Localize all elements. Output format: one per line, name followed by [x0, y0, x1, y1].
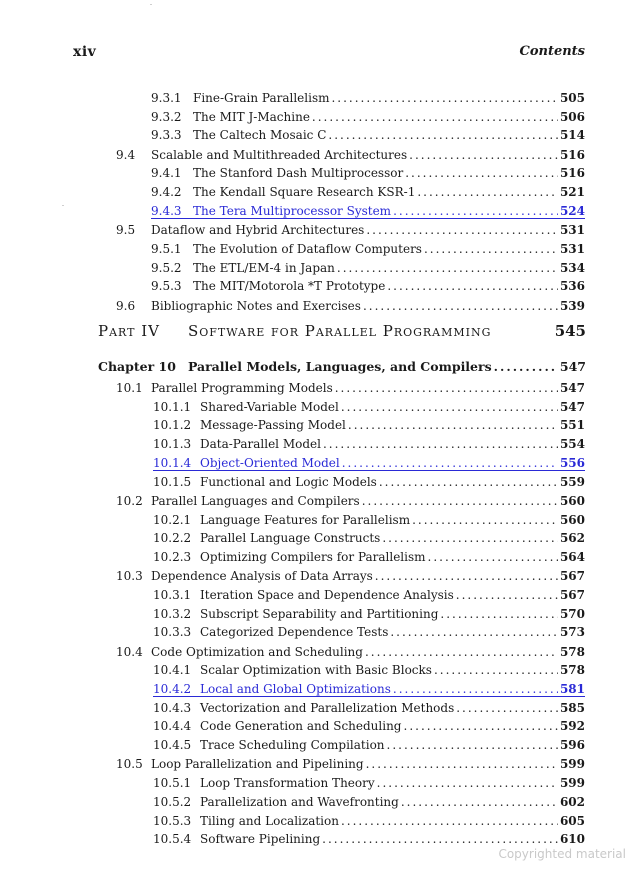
leader-dots [387, 277, 558, 295]
section-number: 10.5.3 [153, 813, 192, 828]
leader-dots [322, 830, 558, 848]
toc-entry [116, 643, 585, 661]
toc-entry [116, 379, 585, 397]
leader-dots [312, 108, 558, 126]
toc-entry [153, 623, 585, 641]
section-title: Trace Scheduling Compilation [200, 738, 385, 753]
part-heading [98, 322, 586, 346]
section-title: Parallel Programming Models [151, 381, 333, 395]
section-number: 10.5.1 [153, 776, 192, 791]
section-number: 10.2.2 [153, 531, 192, 546]
toc-link-entry[interactable] [153, 454, 585, 472]
section-title: The Caltech Mosaic C [193, 128, 327, 143]
toc-entry [153, 586, 585, 604]
toc-entry [153, 416, 585, 434]
leader-dots [377, 774, 558, 792]
section-number: 9.6 [116, 298, 136, 313]
toc-entry [153, 529, 585, 547]
section-number: 9.5.1 [151, 241, 182, 256]
leader-dots [331, 89, 557, 107]
section-title: Code Generation and Scheduling [200, 719, 402, 734]
toc-entry [151, 108, 585, 126]
section-page-number: 578 [559, 663, 585, 678]
section-title: The MIT J-Machine [193, 109, 310, 124]
section-title: Data-Parallel Model [200, 437, 321, 452]
watermark: Copyrighted material [498, 847, 626, 861]
section-page-number: 516 [559, 147, 585, 162]
part-title: Software for Parallel Programming [188, 322, 492, 340]
section-title: Local and Global Optimizations [200, 682, 391, 696]
toc-link-entry[interactable] [151, 202, 585, 220]
toc-link-entry[interactable] [153, 680, 585, 698]
toc-entry [151, 240, 585, 258]
toc-entry [151, 89, 585, 107]
section-title: The Tera Multiprocessor System [193, 203, 392, 218]
section-title: Object-Oriented Model [200, 455, 340, 470]
leader-dots [382, 529, 558, 547]
section-title: Dependence Analysis of Data Arrays [151, 569, 373, 584]
leader-dots [366, 221, 558, 239]
section-title: Parallelization and Wavefronting [200, 794, 399, 809]
toc-entry [153, 398, 585, 416]
leader-dots [342, 454, 558, 472]
leader-dots [323, 435, 558, 453]
section-title: Shared-Variable Model [200, 399, 339, 414]
section-number: 10.5 [116, 757, 143, 772]
section-number: 10.1.3 [153, 437, 192, 452]
section-title: Message-Passing Model [200, 418, 346, 433]
section-number: 9.5.3 [151, 279, 182, 294]
toc-entry [151, 277, 585, 295]
section-number: 10.1 [116, 381, 143, 395]
section-page-number: 524 [559, 203, 585, 218]
leader-dots [348, 416, 558, 434]
section-page-number: 585 [559, 700, 585, 715]
leader-dots [417, 183, 558, 201]
leader-dots [337, 259, 558, 277]
leader-dots [428, 548, 558, 566]
toc-entry [116, 492, 585, 510]
toc-entry [151, 164, 585, 182]
section-page-number: 564 [559, 549, 585, 564]
section-page-number: 602 [559, 794, 585, 809]
section-number: 9.4.3 [151, 203, 182, 218]
section-page-number: 556 [559, 455, 585, 470]
leader-dots [393, 680, 558, 698]
toc-entry [153, 793, 585, 811]
section-page-number: 531 [559, 223, 585, 238]
part-page-number: 545 [554, 322, 586, 340]
toc-entry [116, 221, 585, 239]
leader-dots [409, 146, 558, 164]
section-number: 9.4.2 [151, 185, 182, 200]
section-number: 9.3.2 [151, 109, 182, 124]
section-number: 9.4.1 [151, 166, 182, 181]
leader-dots [387, 736, 558, 754]
page-number-label: xiv [73, 44, 97, 60]
leader-dots [405, 164, 558, 182]
section-page-number: 599 [559, 757, 585, 772]
section-title: Functional and Logic Models [200, 474, 377, 489]
section-number: 10.2.1 [153, 512, 192, 527]
section-page-number: 578 [559, 644, 585, 659]
section-page-number: 605 [559, 813, 585, 828]
section-page-number: 562 [559, 531, 585, 546]
section-title: Scalar Optimization with Basic Blocks [200, 663, 432, 678]
section-page-number: 505 [559, 91, 585, 105]
section-page-number: 559 [559, 474, 585, 489]
section-title: The MIT/Motorola *T Prototype [193, 279, 386, 294]
section-page-number: 506 [559, 109, 585, 124]
section-number: 10.4.3 [153, 700, 192, 715]
section-title: Subscript Separability and Partitioning [200, 606, 439, 621]
leader-dots [412, 511, 558, 529]
section-page-number: 573 [559, 625, 585, 640]
section-page-number: 610 [559, 832, 585, 847]
section-number: 10.3.2 [153, 606, 192, 621]
section-number: 10.3.1 [153, 587, 192, 602]
section-title: Categorized Dependence Tests [200, 625, 389, 640]
section-title: Optimizing Compilers for Parallelism [200, 549, 426, 564]
scan-speck [62, 205, 64, 206]
leader-dots [456, 699, 558, 717]
leader-dots [363, 297, 558, 315]
leader-dots [434, 661, 558, 679]
chapter-page-number: 547 [559, 359, 586, 374]
toc-entry [153, 736, 585, 754]
leader-dots [379, 473, 558, 491]
page-header [73, 44, 585, 66]
part-label: Part IV [98, 322, 160, 340]
toc-entry [116, 755, 585, 773]
section-number: 10.2 [116, 493, 143, 508]
section-page-number: 554 [559, 437, 585, 452]
toc-entry [153, 699, 585, 717]
toc-entry [153, 812, 585, 830]
toc-entry [116, 146, 585, 164]
section-title: Code Optimization and Scheduling [151, 644, 363, 659]
toc-entry [116, 567, 585, 585]
section-page-number: 567 [559, 587, 585, 602]
section-number: 10.4.5 [153, 738, 192, 753]
leader-dots [401, 793, 558, 811]
section-number: 10.4.2 [153, 682, 192, 696]
section-page-number: 536 [559, 279, 585, 294]
section-number: 10.2.3 [153, 549, 192, 564]
section-number: 10.5.2 [153, 794, 192, 809]
section-page-number: 567 [559, 569, 585, 584]
leader-dots [328, 126, 558, 144]
leader-dots [362, 492, 558, 510]
section-page-number: 560 [559, 493, 585, 508]
section-title: Scalable and Multithreaded Architectures [151, 147, 408, 162]
toc-entry [153, 511, 585, 529]
section-title: The Evolution of Dataflow Computers [193, 241, 422, 256]
section-title: Bibliographic Notes and Exercises [151, 298, 361, 313]
section-title: Vectorization and Parallelization Methods [200, 700, 455, 715]
section-title: Iteration Space and Dependence Analysis [200, 587, 454, 602]
section-page-number: 592 [559, 719, 585, 734]
toc-entry [151, 183, 585, 201]
leader-dots [456, 586, 558, 604]
section-title: Software Pipelining [200, 832, 321, 847]
section-page-number: 539 [559, 298, 585, 313]
leader-dots [375, 567, 558, 585]
section-page-number: 516 [559, 166, 585, 181]
section-number: 10.1.2 [153, 418, 192, 433]
toc-entry [153, 435, 585, 453]
section-number: 10.3 [116, 569, 143, 584]
section-number: 10.4 [116, 644, 143, 659]
chapter-label: Chapter 10 [98, 359, 176, 374]
section-title: The Stanford Dash Multiprocessor [193, 166, 404, 181]
section-title: The Kendall Square Research KSR-1 [193, 185, 416, 200]
section-page-number: 560 [559, 512, 585, 527]
section-number: 9.5 [116, 223, 136, 238]
toc-entry [153, 774, 585, 792]
section-number: 9.5.2 [151, 260, 182, 275]
section-page-number: 547 [559, 381, 585, 395]
section-number: 10.5.4 [153, 832, 192, 847]
section-number: 9.4 [116, 147, 136, 162]
leader-dots [424, 240, 558, 258]
toc-entry [116, 297, 585, 315]
toc-entry [151, 126, 585, 144]
section-number: 9.3.1 [151, 91, 182, 105]
section-number: 10.3.3 [153, 625, 192, 640]
toc-entry [153, 661, 585, 679]
section-title: Tiling and Localization [200, 813, 339, 828]
section-number: 10.4.1 [153, 663, 192, 678]
section-page-number: 547 [559, 399, 585, 414]
section-page-number: 599 [559, 776, 585, 791]
leader-dots [494, 358, 558, 376]
section-title: Parallel Language Constructs [200, 531, 381, 546]
section-number: 10.1.5 [153, 474, 192, 489]
section-page-number: 570 [559, 606, 585, 621]
section-title: Parallel Languages and Compilers [151, 493, 360, 508]
section-page-number: 521 [559, 185, 585, 200]
leader-dots [440, 605, 558, 623]
section-title: Loop Transformation Theory [200, 776, 375, 791]
leader-dots [335, 379, 558, 397]
section-page-number: 531 [559, 241, 585, 256]
chapter-title: Parallel Models, Languages, and Compilers [187, 359, 492, 374]
leader-dots [341, 398, 558, 416]
section-title: Loop Parallelization and Pipelining [151, 757, 364, 772]
section-title: The ETL/EM-4 in Japan [193, 260, 335, 275]
section-page-number: 551 [559, 418, 585, 433]
toc-entry [153, 605, 585, 623]
leader-dots [341, 812, 558, 830]
leader-dots [366, 755, 558, 773]
section-title: Fine-Grain Parallelism [193, 91, 330, 105]
section-page-number: 534 [559, 260, 585, 275]
section-number: 10.4.4 [153, 719, 192, 734]
section-page-number: 581 [559, 682, 585, 696]
section-title: Dataflow and Hybrid Architectures [151, 223, 365, 238]
toc-entry [151, 259, 585, 277]
toc-entry [153, 548, 585, 566]
section-number: 9.3.3 [151, 128, 182, 143]
leader-dots [404, 717, 558, 735]
section-title: Language Features for Parallelism [200, 512, 411, 527]
section-number: 10.1.1 [153, 399, 192, 414]
leader-dots [393, 202, 558, 220]
toc-entry [153, 717, 585, 735]
section-page-number: 596 [559, 738, 585, 753]
toc-entry [153, 473, 585, 491]
running-title: Contents [519, 44, 585, 59]
section-page-number: 514 [559, 128, 585, 143]
scan-speck [150, 4, 152, 5]
leader-dots [390, 623, 558, 641]
leader-dots [365, 643, 558, 661]
chapter-entry [98, 358, 586, 376]
section-number: 10.1.4 [153, 455, 192, 470]
toc-entry [153, 830, 585, 848]
